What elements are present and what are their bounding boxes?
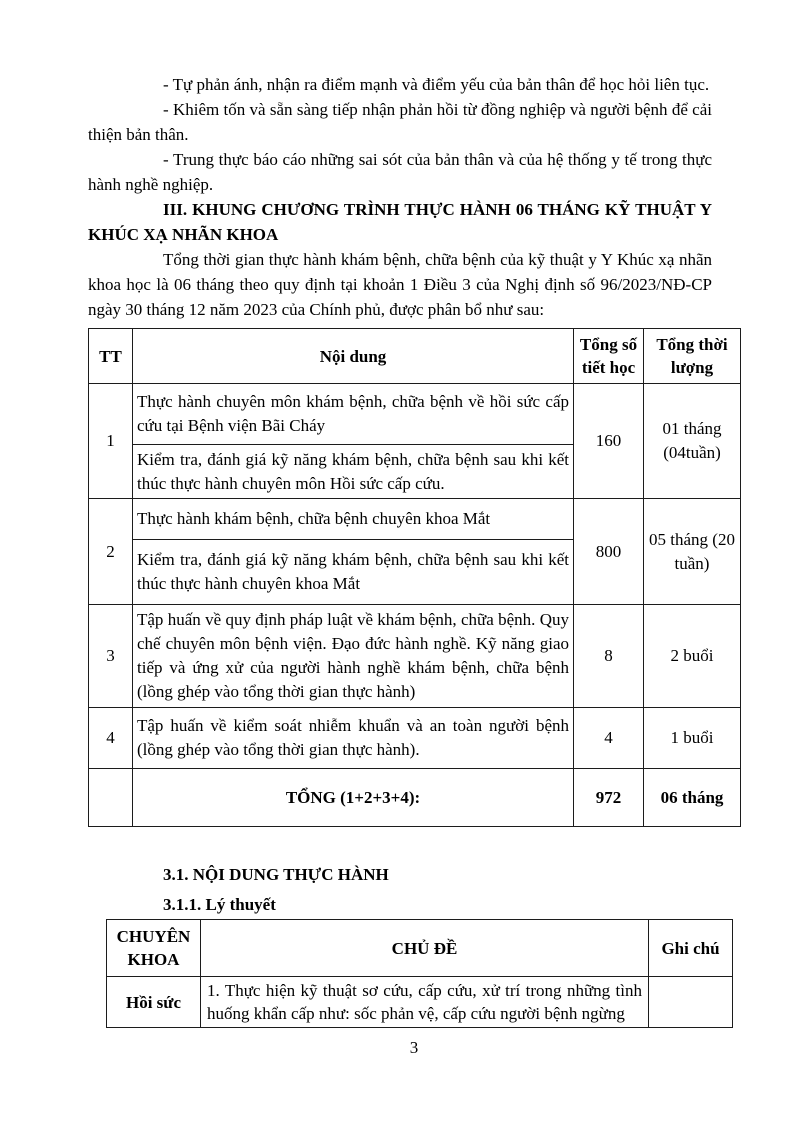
table-row	[89, 605, 741, 708]
theory-header-specialty: CHUYÊN KHOA	[107, 920, 201, 977]
subsection-block	[88, 862, 712, 917]
schedule-r3-tt: 3	[89, 605, 133, 708]
theory-r1-topic: 1. Thực hiện kỹ thuật sơ cứu, cấp cứu, xử trí trong những tình huống khẩn cấp như: sốc phản vệ, cấp cứu người bệnh ngừng	[201, 977, 649, 1028]
schedule-r4-periods: 4	[574, 708, 644, 769]
intro-paragraph-2: - Khiêm tốn và sẵn sàng tiếp nhận phản hồi từ đồng nghiệp và người bệnh để cải thiện bản thân.	[88, 100, 712, 144]
schedule-r4-content: Tập huấn về kiểm soát nhiễm khuẩn và an toàn người bệnh (lồng ghép vào tổng thời gian thực hành).	[133, 708, 574, 769]
intro-paragraph-3: - Trung thực báo cáo những sai sót của bản thân và của hệ thống y tế trong thực hành nghề nghiệp.	[88, 150, 712, 194]
schedule-r2-duration: 05 tháng (20 tuần)	[644, 499, 741, 605]
table-row	[89, 499, 741, 540]
schedule-r3-periods: 8	[574, 605, 644, 708]
schedule-total-label: TỔNG (1+2+3+4):	[133, 769, 574, 827]
schedule-r1-tt: 1	[89, 384, 133, 499]
schedule-r1-content-b: Kiểm tra, đánh giá kỹ năng khám bệnh, chữa bệnh sau khi kết thúc thực hành chuyên môn Hồi sức cấp cứu.	[133, 445, 574, 499]
table-row	[89, 708, 741, 769]
schedule-table	[88, 328, 741, 827]
table-row	[89, 384, 741, 445]
schedule-r1-periods: 160	[574, 384, 644, 499]
section-heading: III. KHUNG CHƯƠNG TRÌNH THỰC HÀNH 06 THÁNG KỸ THUẬT Y KHÚC XẠ NHÃN KHOA	[88, 200, 712, 244]
page-number: 3	[409, 1038, 419, 1057]
schedule-r1-content-a: Thực hành chuyên môn khám bệnh, chữa bệnh về hồi sức cấp cứu tại Bệnh viện Bãi Cháy	[133, 384, 574, 445]
table-total-row	[89, 769, 741, 827]
theory-header-topic: CHỦ ĐỀ	[201, 920, 649, 977]
schedule-r1-duration: 01 tháng (04tuần)	[644, 384, 741, 499]
schedule-r2-content-b: Kiểm tra, đánh giá kỹ năng khám bệnh, chữa bệnh sau khi kết thúc thực hành chuyên khoa Mắt	[133, 540, 574, 605]
theory-r1-notes	[649, 977, 733, 1028]
schedule-r2-content-a: Thực hành khám bệnh, chữa bệnh chuyên khoa Mắt	[133, 499, 574, 540]
subsection-heading-311: 3.1.1. Lý thuyết	[163, 895, 276, 914]
schedule-header-content: Nội dung	[133, 329, 574, 384]
schedule-r2-tt: 2	[89, 499, 133, 605]
theory-r1-specialty: Hồi sức	[107, 977, 201, 1028]
schedule-r2-periods: 800	[574, 499, 644, 605]
page-footer	[88, 1035, 740, 1060]
schedule-total-periods: 972	[574, 769, 644, 827]
schedule-total-duration: 06 tháng	[644, 769, 741, 827]
schedule-header-total-duration: Tổng thời lượng	[644, 329, 741, 384]
schedule-total-tt	[89, 769, 133, 827]
section-intro-paragraph: Tổng thời gian thực hành khám bệnh, chữa bệnh của kỹ thuật y Y Khúc xạ nhãn khoa học là 06 tháng theo quy định tại khoản 1 Điều 3 của Nghị định số 96/2023/NĐ-CP ngày 30 tháng 12 năm 2023 của Chính phủ, được phân bổ như sau:	[88, 250, 712, 319]
theory-header-notes: Ghi chú	[649, 920, 733, 977]
schedule-r3-duration: 2 buổi	[644, 605, 741, 708]
table-row	[107, 977, 733, 1028]
intro-paragraph-1: - Tự phản ánh, nhận ra điểm mạnh và điểm yếu của bản thân để học hỏi liên tục.	[163, 75, 710, 94]
schedule-r3-content: Tập huấn về quy định pháp luật về khám bệnh, chữa bệnh. Quy chế chuyên môn bệnh viện. Đạo đức hành nghề. Kỹ năng giao tiếp và ứng xử của người hành nghề khám bệnh, chữa bệnh (lồng ghép vào tổng thời gian thực hành)	[133, 605, 574, 708]
schedule-r4-duration: 1 buổi	[644, 708, 741, 769]
schedule-header-tt: TT	[89, 329, 133, 384]
schedule-header-total-periods: Tổng số tiết học	[574, 329, 644, 384]
schedule-r4-tt: 4	[89, 708, 133, 769]
subsection-heading-31: 3.1. NỘI DUNG THỰC HÀNH	[163, 865, 389, 884]
theory-table	[106, 919, 733, 1028]
